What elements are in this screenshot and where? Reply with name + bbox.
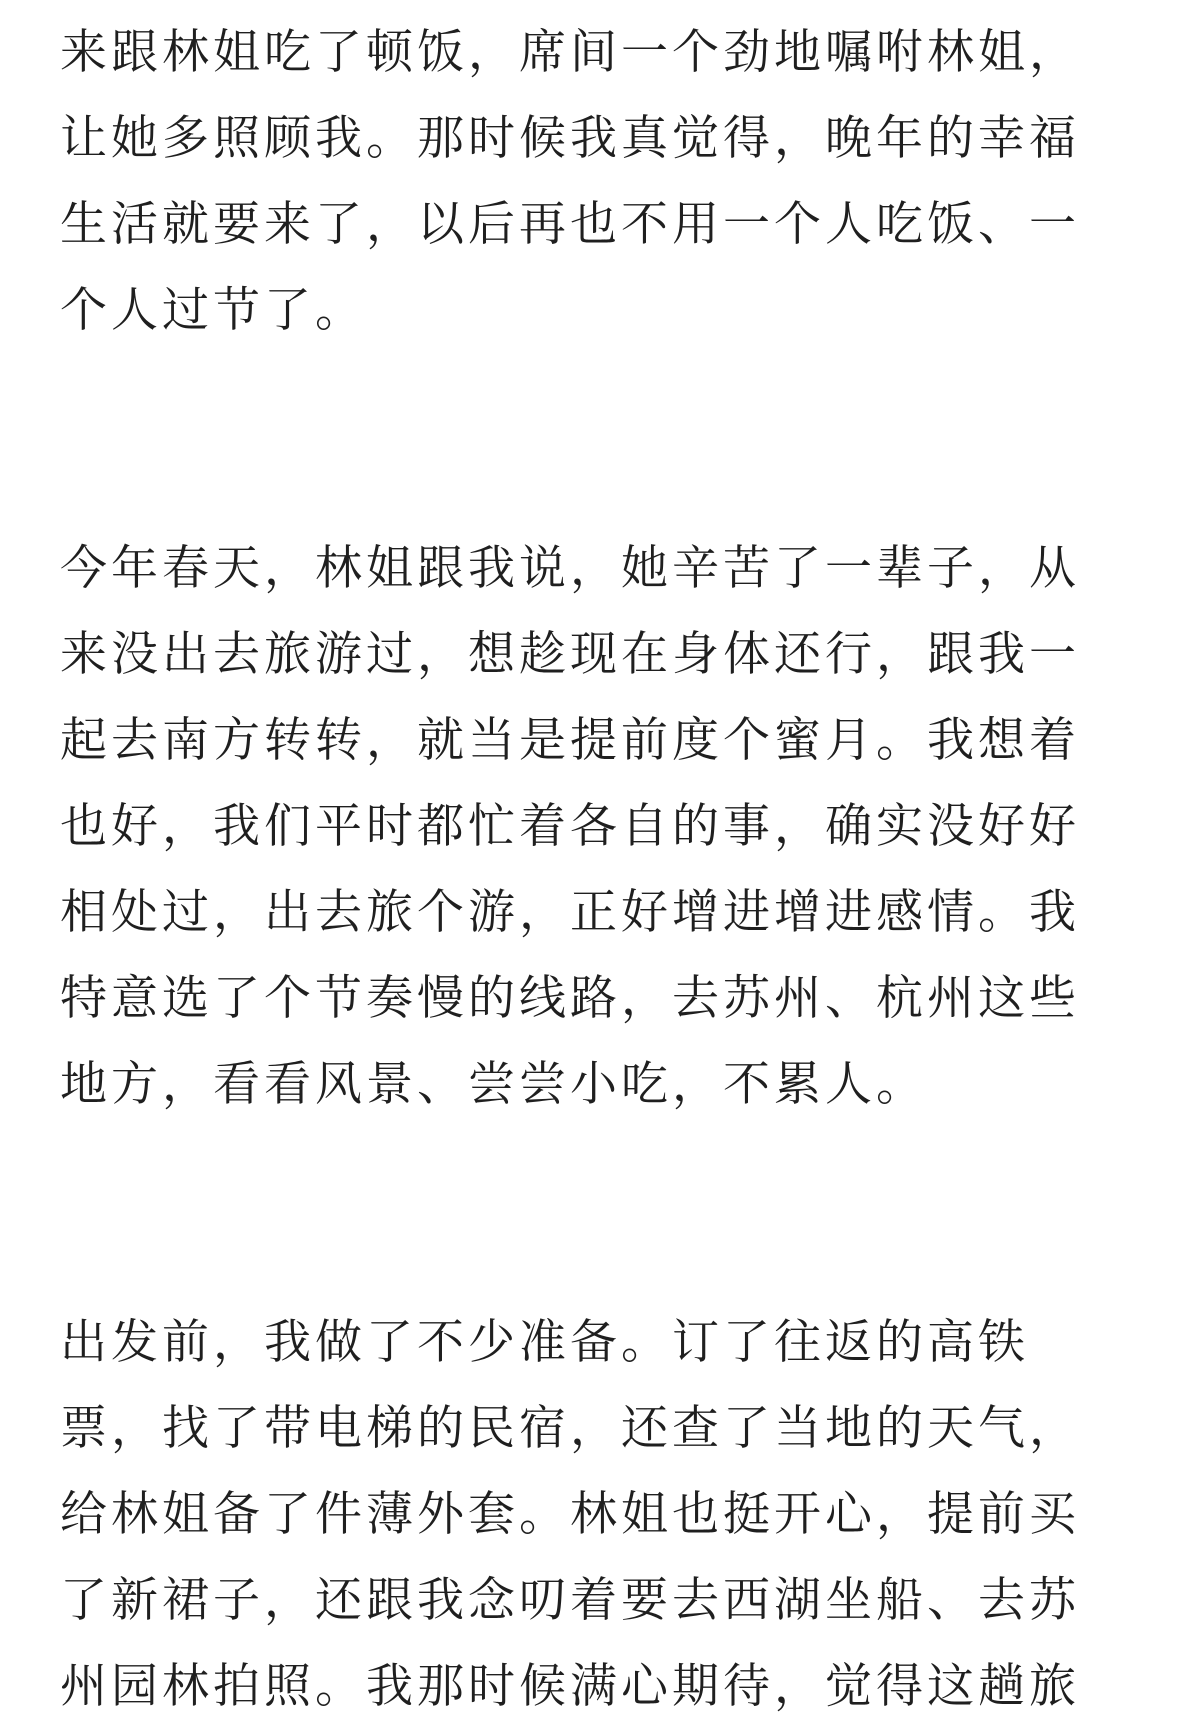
article-body <box>60 10 1120 1730</box>
paragraph-3 <box>60 1300 1120 1730</box>
paragraph-spacer <box>60 354 1120 526</box>
paragraph-2 <box>60 526 1120 1128</box>
paragraph-spacer <box>60 1128 1120 1300</box>
text-line: 也好，我们平时都忙着各自的事，确实没好好 <box>60 799 1080 854</box>
text-line: 个人过节了。 <box>60 283 366 338</box>
text-line: 相处过，出去旅个游，正好增进增进感情。我 <box>60 885 1080 940</box>
text-line: 特意选了个节奏慢的线路，去苏州、杭州这些 <box>60 971 1080 1026</box>
text-line: 票，找了带电梯的民宿，还查了当地的天气， <box>60 1401 1080 1456</box>
text-line: 了新裙子，还跟我念叨着要去西湖坐船、去苏 <box>60 1573 1080 1628</box>
text-line: 地方，看看风景、尝尝小吃，不累人。 <box>60 1057 927 1112</box>
text-line: 生活就要来了，以后再也不用一个人吃饭、一 <box>60 197 1080 252</box>
text-line: 让她多照顾我。那时候我真觉得，晚年的幸福 <box>60 111 1080 166</box>
text-line: 出发前，我做了不少准备。订了往返的高铁 <box>60 1315 1029 1370</box>
paragraph-1 <box>60 10 1120 354</box>
text-line: 来跟林姐吃了顿饭，席间一个劲地嘱咐林姐， <box>60 25 1080 80</box>
text-line: 今年春天，林姐跟我说，她辛苦了一辈子，从 <box>60 541 1080 596</box>
text-line: 州园林拍照。我那时候满心期待，觉得这趟旅 <box>60 1659 1080 1714</box>
text-line: 给林姐备了件薄外套。林姐也挺开心，提前买 <box>60 1487 1080 1542</box>
text-line: 起去南方转转，就当是提前度个蜜月。我想着 <box>60 713 1080 768</box>
text-line: 来没出去旅游过，想趁现在身体还行，跟我一 <box>60 627 1080 682</box>
